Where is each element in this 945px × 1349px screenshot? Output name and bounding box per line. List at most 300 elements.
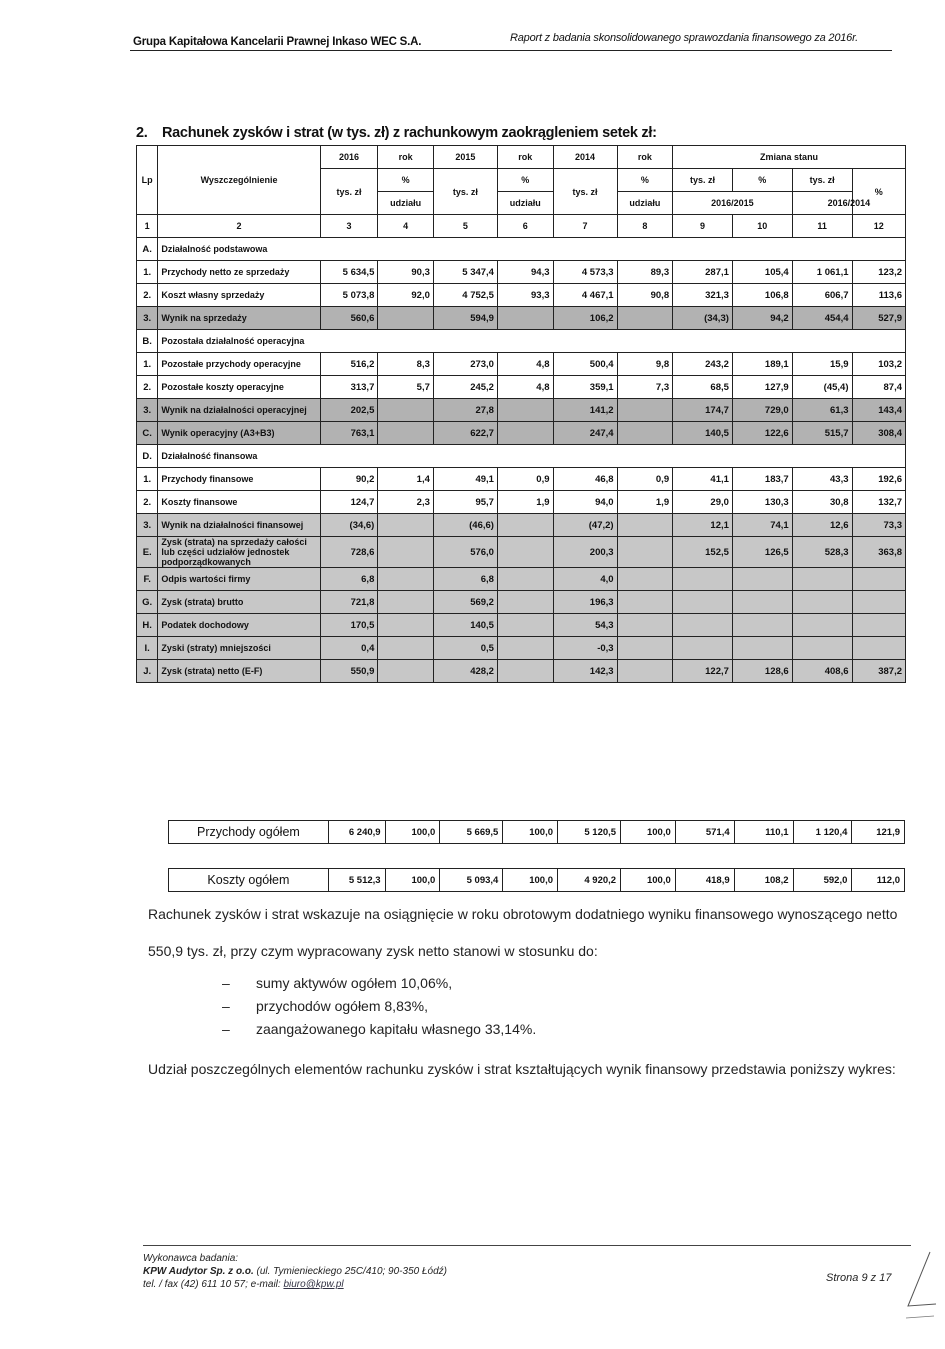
row-value: 103,2 xyxy=(852,353,906,376)
row-value: 68,5 xyxy=(673,376,733,399)
row-label: Działalność podstawowa xyxy=(158,238,906,261)
row-value: 89,3 xyxy=(617,261,673,284)
column-number: 8 xyxy=(617,215,673,238)
row-label: Odpis wartości firmy xyxy=(158,568,320,591)
row-value: 12,6 xyxy=(792,514,852,537)
row-value: 90,8 xyxy=(617,284,673,307)
row-value xyxy=(497,514,553,537)
row-value: 5 634,5 xyxy=(320,261,378,284)
row-value: 128,6 xyxy=(732,660,792,683)
row-label: Wynik na działalności finansowej xyxy=(158,514,320,537)
column-number: 1 xyxy=(137,215,158,238)
row-value: 4,8 xyxy=(497,353,553,376)
total-value: 5 120,5 xyxy=(558,821,621,844)
header-udzialu: udziału xyxy=(497,192,553,215)
row-lp: 1. xyxy=(137,353,158,376)
row-value xyxy=(792,568,852,591)
row-value: 721,8 xyxy=(320,591,378,614)
row-value xyxy=(617,614,673,637)
row-value: 183,7 xyxy=(732,468,792,491)
row-value: 6,8 xyxy=(320,568,378,591)
row-value xyxy=(378,514,434,537)
header-wyszczegolnienie: Wyszczególnienie xyxy=(158,146,320,215)
header-rok: rok xyxy=(378,146,434,169)
row-label: Wynik operacyjny (A3+B3) xyxy=(158,422,320,445)
row-value: 43,3 xyxy=(792,468,852,491)
row-value: 6,8 xyxy=(433,568,497,591)
row-value xyxy=(852,591,906,614)
row-lp: G. xyxy=(137,591,158,614)
row-value: 124,7 xyxy=(320,491,378,514)
row-value: 94,3 xyxy=(497,261,553,284)
row-value xyxy=(497,591,553,614)
row-value: 515,7 xyxy=(792,422,852,445)
row-value xyxy=(378,537,434,568)
header-pct: % xyxy=(732,169,792,192)
total-value: 5 512,3 xyxy=(328,869,385,892)
footer-company: KPW Audytor Sp. z o.o. xyxy=(143,1266,254,1277)
row-value: (45,4) xyxy=(792,376,852,399)
row-value: 126,5 xyxy=(732,537,792,568)
column-number: 9 xyxy=(673,215,733,238)
row-value xyxy=(378,591,434,614)
row-value xyxy=(378,660,434,683)
row-value xyxy=(617,514,673,537)
row-value xyxy=(732,591,792,614)
header-tys: tys. zł xyxy=(433,169,497,215)
total-label: Przychody ogółem xyxy=(169,821,329,844)
row-lp: D. xyxy=(137,445,158,468)
row-value: 500,4 xyxy=(553,353,617,376)
total-value: 1 120,4 xyxy=(793,821,852,844)
list-dash: – xyxy=(222,998,230,1014)
table-row xyxy=(137,637,906,660)
row-lp: B. xyxy=(137,330,158,353)
header-tys: tys. zł xyxy=(553,169,617,215)
total-value: 110,1 xyxy=(734,821,793,844)
table-row xyxy=(137,468,906,491)
row-value: 359,1 xyxy=(553,376,617,399)
row-value: 287,1 xyxy=(673,261,733,284)
row-value: 516,2 xyxy=(320,353,378,376)
table-row xyxy=(137,614,906,637)
total-value: 100,0 xyxy=(503,821,558,844)
header-udzialu: udziału xyxy=(617,192,673,215)
row-value xyxy=(617,422,673,445)
row-value xyxy=(673,568,733,591)
row-value xyxy=(673,614,733,637)
row-value: 313,7 xyxy=(320,376,378,399)
row-value xyxy=(617,399,673,422)
table-row xyxy=(137,537,906,568)
header-lp: Lp xyxy=(137,146,158,215)
table-row xyxy=(137,422,906,445)
row-value xyxy=(617,637,673,660)
row-value: (34,6) xyxy=(320,514,378,537)
section-title xyxy=(136,125,657,141)
row-value xyxy=(852,568,906,591)
row-value: 560,6 xyxy=(320,307,378,330)
row-value: 54,3 xyxy=(553,614,617,637)
section-number: 2. xyxy=(136,125,148,141)
row-value: 7,3 xyxy=(617,376,673,399)
row-value: 5,7 xyxy=(378,376,434,399)
row-lp: 1. xyxy=(137,261,158,284)
header-pct: % xyxy=(852,169,906,215)
row-lp: C. xyxy=(137,422,158,445)
list-item-text: sumy aktywów ogółem 10,06%, xyxy=(256,975,453,991)
row-value: 606,7 xyxy=(792,284,852,307)
row-value: 0,9 xyxy=(617,468,673,491)
row-value: 189,1 xyxy=(732,353,792,376)
table-row xyxy=(137,660,906,683)
row-value xyxy=(852,614,906,637)
table-row xyxy=(137,514,906,537)
row-label: Działalność finansowa xyxy=(158,445,906,468)
footer-divider xyxy=(143,1245,911,1246)
row-value: 0,9 xyxy=(497,468,553,491)
table-row xyxy=(137,376,906,399)
footer-address: (ul. Tymienieckiego 25C/410; 90-350 Łódź) xyxy=(256,1266,447,1277)
row-value: 5 073,8 xyxy=(320,284,378,307)
row-value xyxy=(792,614,852,637)
row-value: 763,1 xyxy=(320,422,378,445)
row-value: 576,0 xyxy=(433,537,497,568)
row-value: 4 467,1 xyxy=(553,284,617,307)
header-pct: % xyxy=(497,169,553,192)
row-value xyxy=(617,591,673,614)
row-value: 140,5 xyxy=(433,614,497,637)
row-value xyxy=(497,637,553,660)
row-label: Przychody finansowe xyxy=(158,468,320,491)
row-value xyxy=(617,537,673,568)
header-year-2014: 2014 xyxy=(553,146,617,169)
row-lp: A. xyxy=(137,238,158,261)
row-value: 363,8 xyxy=(852,537,906,568)
paragraph-chart-intro: Udział poszczególnych elementów rachunku zysków i strat kształtujących wynik finansowy przedstawia poniższy wykres: xyxy=(148,1061,896,1077)
header-udzialu: udziału xyxy=(378,192,434,215)
row-value xyxy=(497,422,553,445)
section-row-b xyxy=(137,330,906,353)
header-pct: % xyxy=(617,169,673,192)
row-label: Zysk (strata) netto (E-F) xyxy=(158,660,320,683)
row-lp: H. xyxy=(137,614,158,637)
row-value: 49,1 xyxy=(433,468,497,491)
row-value xyxy=(497,660,553,683)
row-value: 428,2 xyxy=(433,660,497,683)
row-value: 202,5 xyxy=(320,399,378,422)
total-revenue-table xyxy=(168,820,905,844)
row-value xyxy=(732,637,792,660)
total-value: 5 093,4 xyxy=(440,869,503,892)
total-value: 112,0 xyxy=(852,869,905,892)
row-value: 9,8 xyxy=(617,353,673,376)
row-value xyxy=(378,614,434,637)
row-value: 2,3 xyxy=(378,491,434,514)
row-value: 105,4 xyxy=(732,261,792,284)
signature-mark xyxy=(900,1248,940,1328)
row-lp: F. xyxy=(137,568,158,591)
paragraph-result-cont: 550,9 tys. zł, przy czym wypracowany zysk netto stanowi w stosunku do: xyxy=(148,943,598,959)
row-value: 200,3 xyxy=(553,537,617,568)
header-zmiana-stanu: Zmiana stanu xyxy=(673,146,906,169)
column-number: 4 xyxy=(378,215,434,238)
row-value: 30,8 xyxy=(792,491,852,514)
row-value: 92,0 xyxy=(378,284,434,307)
row-value: 1 061,1 xyxy=(792,261,852,284)
row-value: 122,7 xyxy=(673,660,733,683)
row-value: 27,8 xyxy=(433,399,497,422)
row-value: 106,2 xyxy=(553,307,617,330)
header-pct: % xyxy=(378,169,434,192)
row-value: 1,9 xyxy=(497,491,553,514)
row-value: 5 347,4 xyxy=(433,261,497,284)
table-row xyxy=(137,353,906,376)
row-value xyxy=(617,660,673,683)
row-value: 94,0 xyxy=(553,491,617,514)
footer-email-link[interactable]: biuro@kpw.pl xyxy=(283,1279,344,1290)
row-value: 174,7 xyxy=(673,399,733,422)
total-label: Koszty ogółem xyxy=(169,869,329,892)
page-number: Strona 9 z 17 xyxy=(826,1272,892,1284)
row-lp: J. xyxy=(137,660,158,683)
row-value xyxy=(792,591,852,614)
footer-contact: tel. / fax (42) 611 10 57; e-mail: xyxy=(143,1279,281,1290)
row-value: 243,2 xyxy=(673,353,733,376)
row-value: 152,5 xyxy=(673,537,733,568)
section-row-d xyxy=(137,445,906,468)
total-value: 100,0 xyxy=(621,869,676,892)
row-label: Pozostała działalność operacyjna xyxy=(158,330,906,353)
row-label: Wynik na sprzedaży xyxy=(158,307,320,330)
header-year-2015: 2015 xyxy=(433,146,497,169)
row-lp: E. xyxy=(137,537,158,568)
row-value: -0,3 xyxy=(553,637,617,660)
row-lp: 1. xyxy=(137,468,158,491)
footer xyxy=(143,1252,447,1291)
total-value: 418,9 xyxy=(675,869,734,892)
row-value: 141,2 xyxy=(553,399,617,422)
row-label: Pozostałe koszty operacyjne xyxy=(158,376,320,399)
total-revenue-row xyxy=(169,821,905,844)
row-value xyxy=(497,568,553,591)
row-value: 8,3 xyxy=(378,353,434,376)
row-value: 29,0 xyxy=(673,491,733,514)
row-value: 93,3 xyxy=(497,284,553,307)
total-value: 4 920,2 xyxy=(558,869,621,892)
row-lp: 3. xyxy=(137,399,158,422)
header-tys: tys. zł xyxy=(673,169,733,192)
row-lp: I. xyxy=(137,637,158,660)
row-lp: 3. xyxy=(137,514,158,537)
footer-address-line xyxy=(143,1265,447,1278)
row-value: 321,3 xyxy=(673,284,733,307)
table-row xyxy=(137,491,906,514)
row-value: 728,6 xyxy=(320,537,378,568)
row-value: 308,4 xyxy=(852,422,906,445)
row-value: 113,6 xyxy=(852,284,906,307)
total-costs-table xyxy=(168,868,905,892)
row-value: 142,3 xyxy=(553,660,617,683)
header-report-title: Raport z badania skonsolidowanego sprawozdania finansowego za 2016r. xyxy=(510,32,859,44)
total-value: 108,2 xyxy=(734,869,793,892)
row-value: 528,3 xyxy=(792,537,852,568)
table-row xyxy=(137,399,906,422)
row-value: 1,4 xyxy=(378,468,434,491)
row-value: 170,5 xyxy=(320,614,378,637)
column-number: 3 xyxy=(320,215,378,238)
row-lp: 2. xyxy=(137,491,158,514)
total-value: 121,9 xyxy=(852,821,905,844)
column-number: 11 xyxy=(792,215,852,238)
row-value xyxy=(673,637,733,660)
row-lp: 2. xyxy=(137,376,158,399)
row-label: Koszt własny sprzedaży xyxy=(158,284,320,307)
row-value xyxy=(497,614,553,637)
row-value xyxy=(378,568,434,591)
row-value: 4,0 xyxy=(553,568,617,591)
row-value: 46,8 xyxy=(553,468,617,491)
row-label: Zysk (strata) na sprzedaży całości lub części udziałów jednostek podporządkowanych xyxy=(158,537,320,568)
row-value: 41,1 xyxy=(673,468,733,491)
row-value: 95,7 xyxy=(433,491,497,514)
row-value xyxy=(852,637,906,660)
row-value: 90,3 xyxy=(378,261,434,284)
row-value: 387,2 xyxy=(852,660,906,683)
row-value: 15,9 xyxy=(792,353,852,376)
row-value: 247,4 xyxy=(553,422,617,445)
table-row xyxy=(137,307,906,330)
section-row-a xyxy=(137,238,906,261)
row-value xyxy=(497,537,553,568)
row-value: 594,9 xyxy=(433,307,497,330)
table-header-row-1 xyxy=(137,146,906,169)
row-value: 1,9 xyxy=(617,491,673,514)
row-value xyxy=(673,591,733,614)
row-value xyxy=(497,399,553,422)
row-value: (34,3) xyxy=(673,307,733,330)
row-value: 106,8 xyxy=(732,284,792,307)
total-value: 100,0 xyxy=(385,821,440,844)
row-value xyxy=(617,568,673,591)
row-value xyxy=(732,614,792,637)
paragraph-result: Rachunek zysków i strat wskazuje na osiągnięcie w roku obrotowym dodatniego wyniku finansowego wynoszącego netto xyxy=(148,906,898,922)
row-value: 12,1 xyxy=(673,514,733,537)
row-value xyxy=(497,307,553,330)
row-value: 74,1 xyxy=(732,514,792,537)
row-value xyxy=(732,568,792,591)
total-value: 6 240,9 xyxy=(328,821,385,844)
row-value: 90,2 xyxy=(320,468,378,491)
row-value xyxy=(617,307,673,330)
total-value: 100,0 xyxy=(621,821,676,844)
row-value: 245,2 xyxy=(433,376,497,399)
row-value: 454,4 xyxy=(792,307,852,330)
row-value: 122,6 xyxy=(732,422,792,445)
row-value: 4 573,3 xyxy=(553,261,617,284)
header-tys: tys. zł xyxy=(320,169,378,215)
header-year-2016: 2016 xyxy=(320,146,378,169)
list-item-text: zaangażowanego kapitału własnego 33,14%. xyxy=(256,1021,537,1037)
row-value: 0,5 xyxy=(433,637,497,660)
row-value: 550,9 xyxy=(320,660,378,683)
row-value: 130,3 xyxy=(732,491,792,514)
list-dash: – xyxy=(222,1021,230,1037)
row-value: (47,2) xyxy=(553,514,617,537)
row-value xyxy=(378,637,434,660)
table-row xyxy=(137,284,906,307)
header-period-2016-2015: 2016/2015 xyxy=(673,192,793,215)
column-number-row xyxy=(137,215,906,238)
row-value: 569,2 xyxy=(433,591,497,614)
row-value: 273,0 xyxy=(433,353,497,376)
column-number: 7 xyxy=(553,215,617,238)
section-title-text: Rachunek zysków i strat (w tys. zł) z rachunkowym zaokrągleniem setek zł: xyxy=(162,125,657,141)
income-statement-table xyxy=(136,145,906,683)
row-value: 140,5 xyxy=(673,422,733,445)
row-value: (46,6) xyxy=(433,514,497,537)
row-value: 143,4 xyxy=(852,399,906,422)
row-value xyxy=(378,422,434,445)
row-lp: 2. xyxy=(137,284,158,307)
table-row xyxy=(137,261,906,284)
column-number: 10 xyxy=(732,215,792,238)
row-value: 729,0 xyxy=(732,399,792,422)
row-value: 4 752,5 xyxy=(433,284,497,307)
total-value: 571,4 xyxy=(675,821,734,844)
row-label: Zyski (straty) mniejszości xyxy=(158,637,320,660)
row-label: Wynik na działalności operacyjnej xyxy=(158,399,320,422)
header-rok: rok xyxy=(497,146,553,169)
row-value: 94,2 xyxy=(732,307,792,330)
row-lp: 3. xyxy=(137,307,158,330)
column-number: 5 xyxy=(433,215,497,238)
list-item-text: przychodów ogółem 8,83%, xyxy=(256,998,428,1014)
header-company: Grupa Kapitałowa Kancelarii Prawnej Inkaso WEC S.A. xyxy=(133,36,422,48)
total-costs-row xyxy=(169,869,905,892)
header-tys: tys. zł xyxy=(792,169,852,192)
table-row xyxy=(137,591,906,614)
row-value: 192,6 xyxy=(852,468,906,491)
row-value: 132,7 xyxy=(852,491,906,514)
row-value: 622,7 xyxy=(433,422,497,445)
total-value: 592,0 xyxy=(793,869,852,892)
column-number: 2 xyxy=(158,215,320,238)
total-value: 5 669,5 xyxy=(440,821,503,844)
total-value: 100,0 xyxy=(503,869,558,892)
footer-performer-label: Wykonawca badania: xyxy=(143,1253,239,1264)
row-value xyxy=(378,399,434,422)
header-rok: rok xyxy=(617,146,673,169)
footer-contact-line xyxy=(143,1278,447,1291)
row-value: 73,3 xyxy=(852,514,906,537)
row-value: 527,9 xyxy=(852,307,906,330)
row-value: 61,3 xyxy=(792,399,852,422)
row-value xyxy=(378,307,434,330)
row-label: Przychody netto ze sprzedaży xyxy=(158,261,320,284)
row-value: 4,8 xyxy=(497,376,553,399)
row-label: Koszty finansowe xyxy=(158,491,320,514)
row-value xyxy=(792,637,852,660)
row-value: 127,9 xyxy=(732,376,792,399)
table-row xyxy=(137,568,906,591)
row-value: 0,4 xyxy=(320,637,378,660)
row-label: Zysk (strata) brutto xyxy=(158,591,320,614)
total-value: 100,0 xyxy=(385,869,440,892)
header-divider xyxy=(130,50,892,51)
row-value: 123,2 xyxy=(852,261,906,284)
row-value: 87,4 xyxy=(852,376,906,399)
